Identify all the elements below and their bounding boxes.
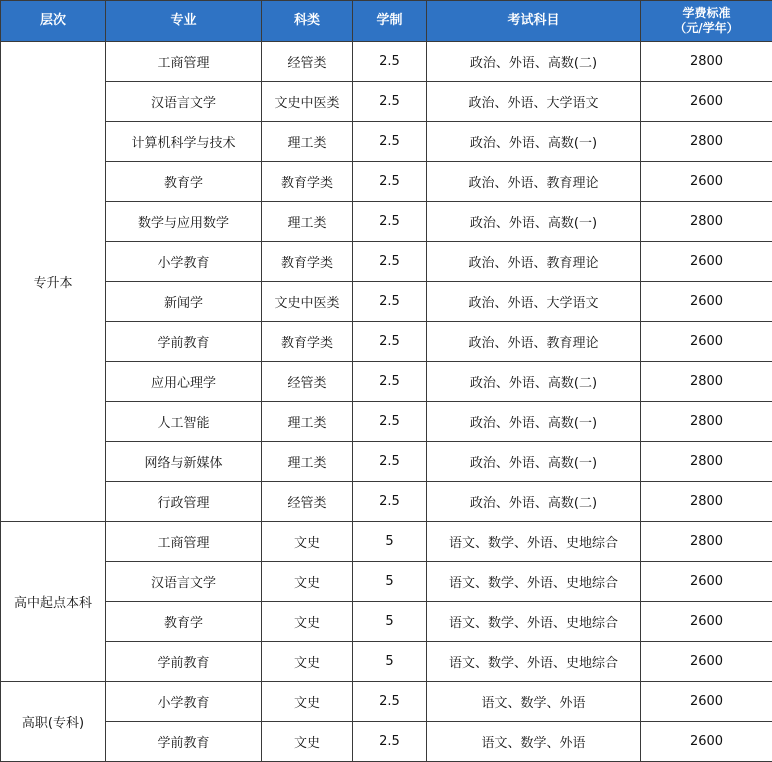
fee-cell: 2600 xyxy=(641,82,772,122)
duration-cell: 2.5 xyxy=(353,82,427,122)
category-cell: 理工类 xyxy=(262,402,353,442)
subjects-cell: 语文、数学、外语、史地综合 xyxy=(427,642,641,682)
category-cell: 文史中医类 xyxy=(262,82,353,122)
category-cell: 文史 xyxy=(262,682,353,722)
fee-cell: 2600 xyxy=(641,682,772,722)
subjects-cell: 政治、外语、教育理论 xyxy=(427,242,641,282)
duration-cell: 5 xyxy=(353,522,427,562)
table-row xyxy=(1,42,772,82)
table-row xyxy=(1,562,772,602)
fee-cell: 2800 xyxy=(641,42,772,82)
level-cell: 高职(专科) xyxy=(1,682,106,762)
table-row xyxy=(1,482,772,522)
fee-cell: 2800 xyxy=(641,362,772,402)
category-cell: 经管类 xyxy=(262,42,353,82)
fee-cell: 2600 xyxy=(641,562,772,602)
category-cell: 理工类 xyxy=(262,122,353,162)
category-cell: 理工类 xyxy=(262,442,353,482)
subjects-cell: 政治、外语、教育理论 xyxy=(427,322,641,362)
subjects-cell: 政治、外语、高数(二) xyxy=(427,362,641,402)
subjects-cell: 语文、数学、外语 xyxy=(427,682,641,722)
major-cell: 汉语言文学 xyxy=(106,82,262,122)
subjects-cell: 语文、数学、外语、史地综合 xyxy=(427,562,641,602)
header-fee-line1: 学费标准 xyxy=(641,6,772,21)
subjects-cell: 政治、外语、大学语文 xyxy=(427,82,641,122)
category-cell: 文史 xyxy=(262,602,353,642)
major-cell: 数学与应用数学 xyxy=(106,202,262,242)
major-cell: 教育学 xyxy=(106,162,262,202)
level-cell: 高中起点本科 xyxy=(1,522,106,682)
table-row xyxy=(1,722,772,762)
subjects-cell: 政治、外语、教育理论 xyxy=(427,162,641,202)
header-fee-line2: （元/学年） xyxy=(641,21,772,36)
table-row xyxy=(1,602,772,642)
major-cell: 学前教育 xyxy=(106,642,262,682)
header-row xyxy=(1,1,772,42)
category-cell: 文史 xyxy=(262,562,353,602)
major-cell: 应用心理学 xyxy=(106,362,262,402)
subjects-cell: 语文、数学、外语、史地综合 xyxy=(427,522,641,562)
table-row xyxy=(1,242,772,282)
major-cell: 新闻学 xyxy=(106,282,262,322)
category-cell: 教育学类 xyxy=(262,162,353,202)
table-row xyxy=(1,162,772,202)
major-cell: 教育学 xyxy=(106,602,262,642)
duration-cell: 2.5 xyxy=(353,322,427,362)
duration-cell: 5 xyxy=(353,562,427,602)
fee-cell: 2800 xyxy=(641,202,772,242)
subjects-cell: 语文、数学、外语、史地综合 xyxy=(427,602,641,642)
table-row xyxy=(1,122,772,162)
category-cell: 理工类 xyxy=(262,202,353,242)
duration-cell: 2.5 xyxy=(353,722,427,762)
duration-cell: 5 xyxy=(353,602,427,642)
table-row xyxy=(1,362,772,402)
major-cell: 行政管理 xyxy=(106,482,262,522)
subjects-cell: 语文、数学、外语 xyxy=(427,722,641,762)
major-cell: 工商管理 xyxy=(106,42,262,82)
major-cell: 工商管理 xyxy=(106,522,262,562)
header-major: 专业 xyxy=(106,1,262,42)
fee-cell: 2600 xyxy=(641,282,772,322)
major-cell: 人工智能 xyxy=(106,402,262,442)
header-level: 层次 xyxy=(1,1,106,42)
subjects-cell: 政治、外语、高数(二) xyxy=(427,482,641,522)
subjects-cell: 政治、外语、高数(一) xyxy=(427,202,641,242)
duration-cell: 2.5 xyxy=(353,362,427,402)
fee-cell: 2800 xyxy=(641,482,772,522)
header-category: 科类 xyxy=(262,1,353,42)
fee-cell: 2600 xyxy=(641,322,772,362)
duration-cell: 2.5 xyxy=(353,402,427,442)
fee-cell: 2600 xyxy=(641,642,772,682)
table-row xyxy=(1,322,772,362)
header-subjects: 考试科目 xyxy=(427,1,641,42)
subjects-cell: 政治、外语、高数(一) xyxy=(427,402,641,442)
category-cell: 文史中医类 xyxy=(262,282,353,322)
major-cell: 学前教育 xyxy=(106,322,262,362)
major-cell: 网络与新媒体 xyxy=(106,442,262,482)
duration-cell: 2.5 xyxy=(353,482,427,522)
major-cell: 学前教育 xyxy=(106,722,262,762)
table-row xyxy=(1,282,772,322)
category-cell: 教育学类 xyxy=(262,322,353,362)
fee-cell: 2600 xyxy=(641,602,772,642)
table-row xyxy=(1,682,772,722)
table-row xyxy=(1,402,772,442)
major-cell: 小学教育 xyxy=(106,682,262,722)
duration-cell: 2.5 xyxy=(353,442,427,482)
category-cell: 文史 xyxy=(262,522,353,562)
major-cell: 计算机科学与技术 xyxy=(106,122,262,162)
table-body xyxy=(1,42,772,762)
fee-cell: 2600 xyxy=(641,242,772,282)
major-cell: 汉语言文学 xyxy=(106,562,262,602)
subjects-cell: 政治、外语、大学语文 xyxy=(427,282,641,322)
category-cell: 文史 xyxy=(262,722,353,762)
category-cell: 文史 xyxy=(262,642,353,682)
category-cell: 经管类 xyxy=(262,482,353,522)
duration-cell: 2.5 xyxy=(353,282,427,322)
subjects-cell: 政治、外语、高数(一) xyxy=(427,442,641,482)
duration-cell: 2.5 xyxy=(353,42,427,82)
category-cell: 经管类 xyxy=(262,362,353,402)
duration-cell: 5 xyxy=(353,642,427,682)
table-row xyxy=(1,522,772,562)
duration-cell: 2.5 xyxy=(353,202,427,242)
duration-cell: 2.5 xyxy=(353,242,427,282)
table-row xyxy=(1,82,772,122)
fee-cell: 2800 xyxy=(641,122,772,162)
subjects-cell: 政治、外语、高数(二) xyxy=(427,42,641,82)
header-duration: 学制 xyxy=(353,1,427,42)
fee-cell: 2800 xyxy=(641,442,772,482)
table-row xyxy=(1,642,772,682)
duration-cell: 2.5 xyxy=(353,122,427,162)
table-header xyxy=(1,1,772,42)
duration-cell: 2.5 xyxy=(353,162,427,202)
fee-cell: 2600 xyxy=(641,722,772,762)
header-fee xyxy=(641,1,772,42)
fee-cell: 2800 xyxy=(641,522,772,562)
table-row xyxy=(1,202,772,242)
level-cell: 专升本 xyxy=(1,42,106,522)
category-cell: 教育学类 xyxy=(262,242,353,282)
table-row xyxy=(1,442,772,482)
fee-cell: 2800 xyxy=(641,402,772,442)
fee-cell: 2600 xyxy=(641,162,772,202)
subjects-cell: 政治、外语、高数(一) xyxy=(427,122,641,162)
duration-cell: 2.5 xyxy=(353,682,427,722)
major-cell: 小学教育 xyxy=(106,242,262,282)
